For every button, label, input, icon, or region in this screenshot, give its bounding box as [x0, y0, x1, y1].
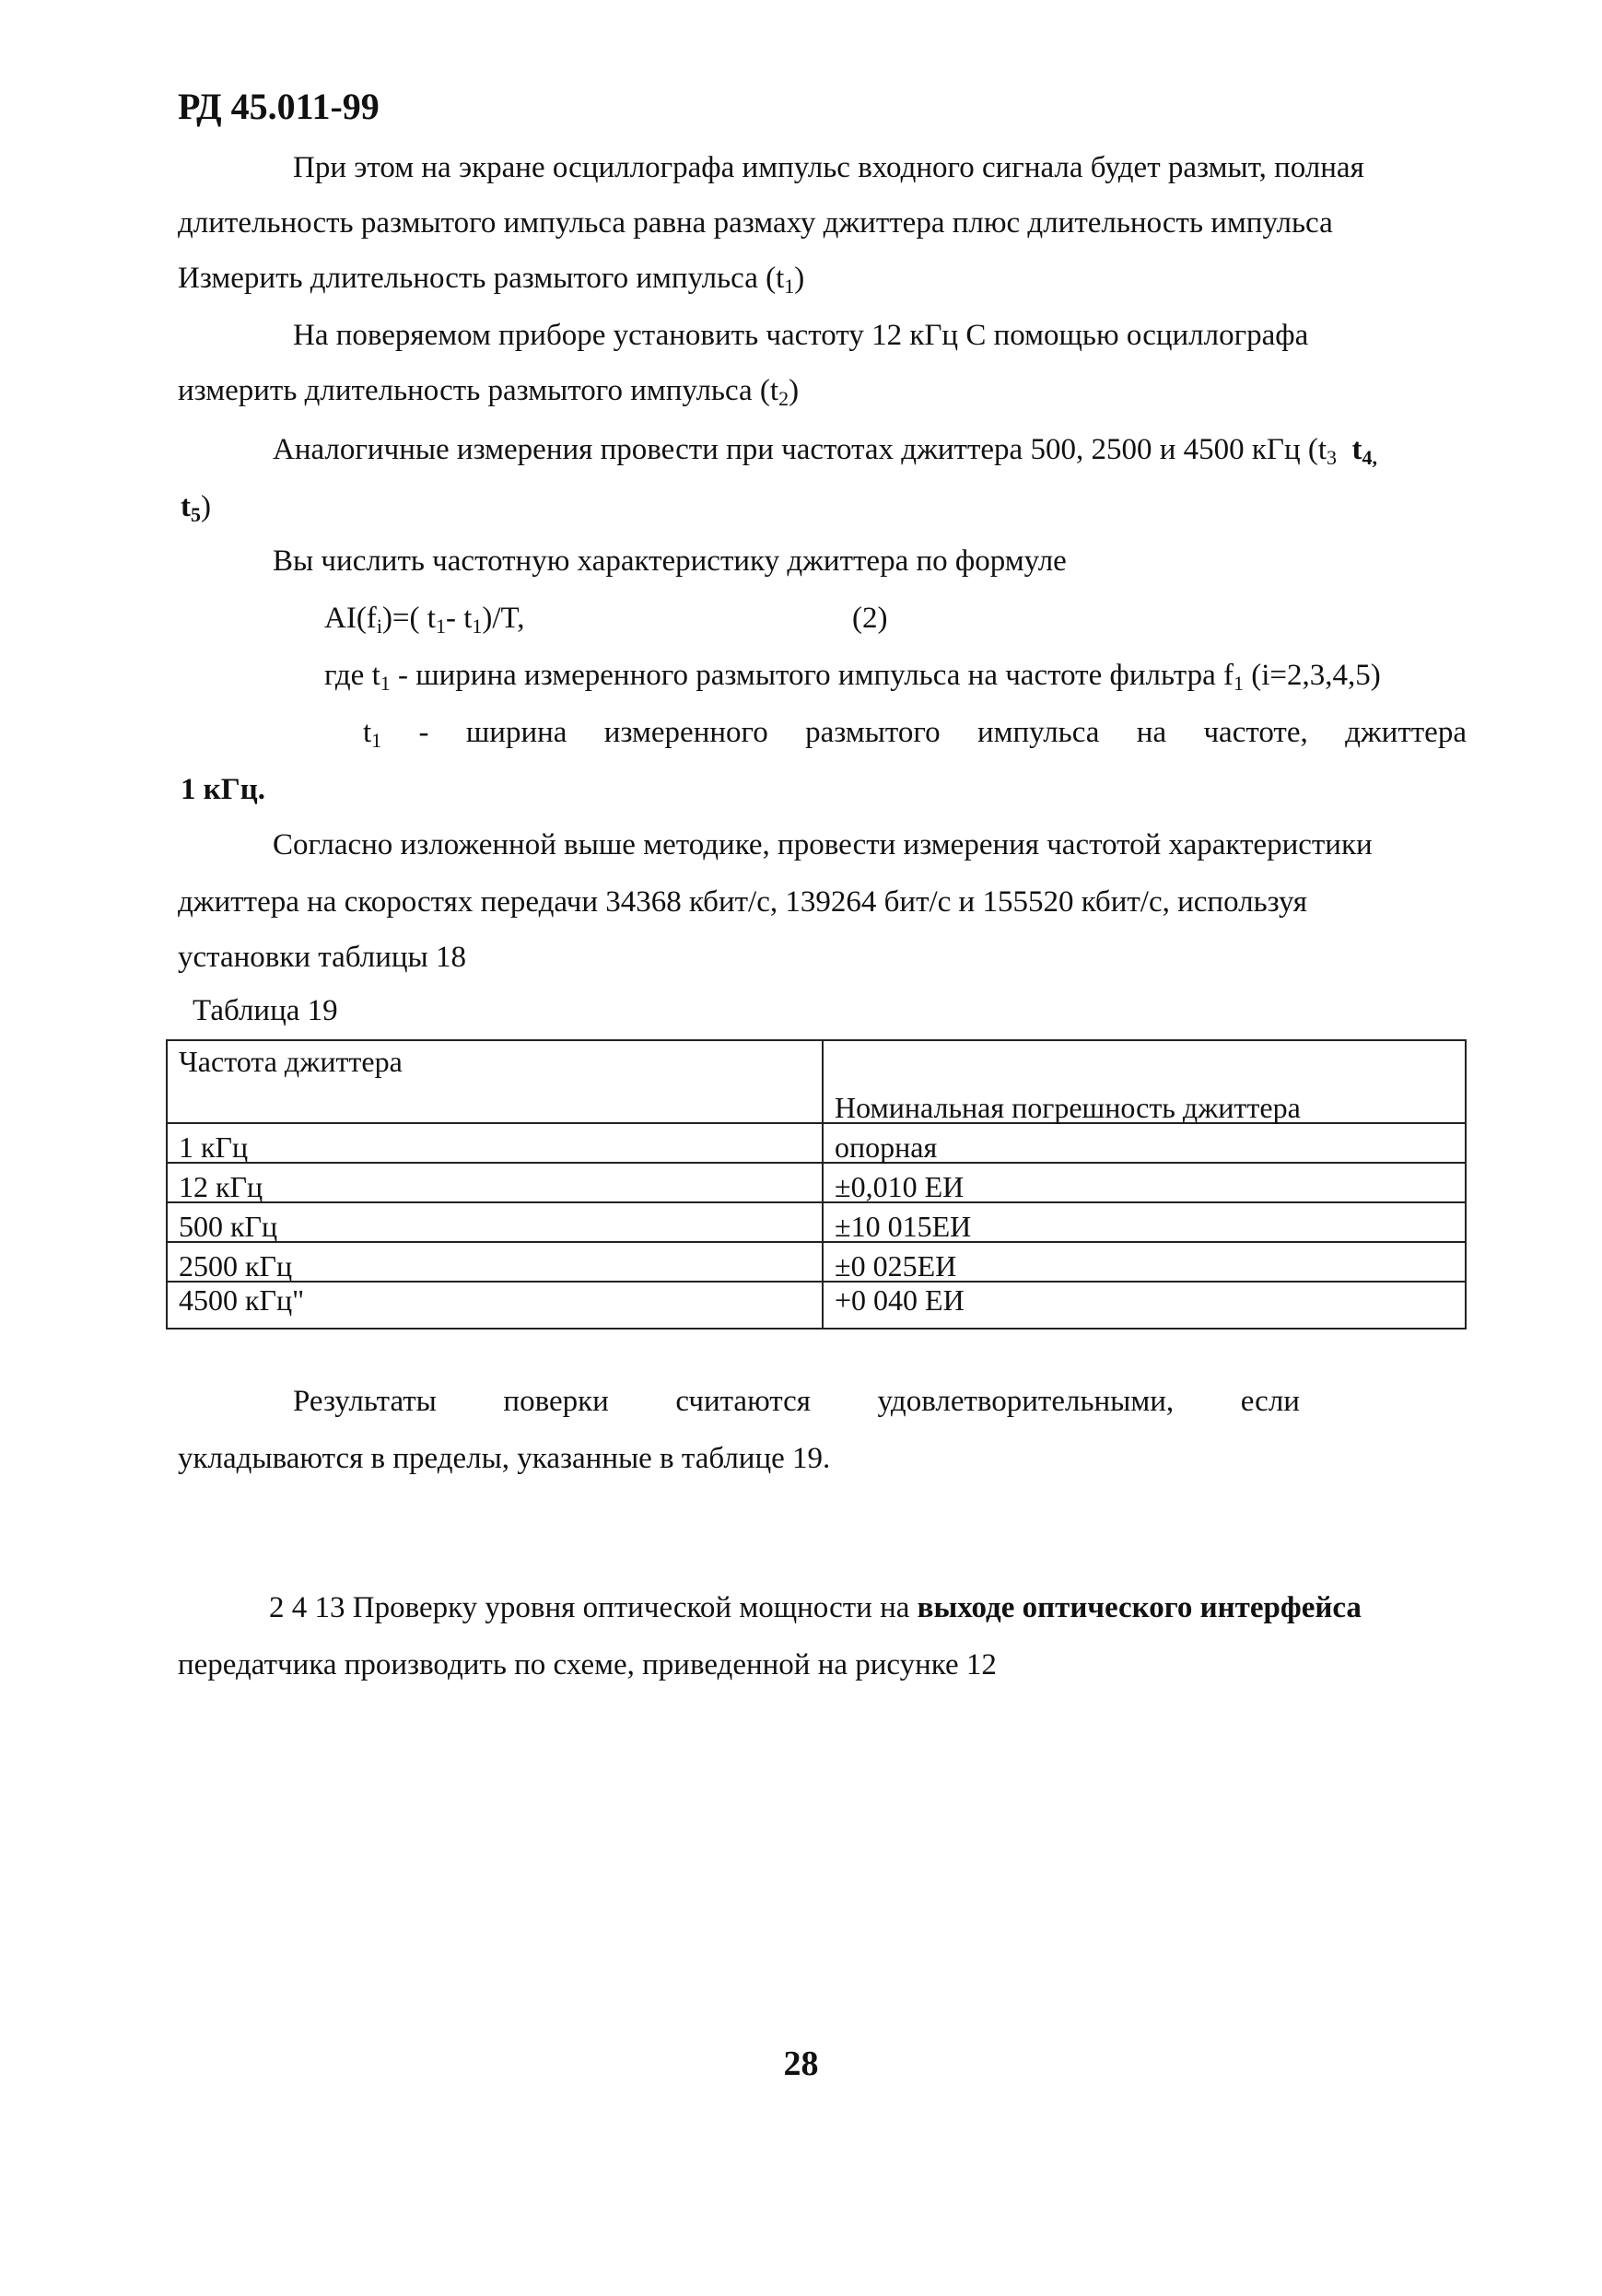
paragraph-line: передатчика производить по схеме, приведенной на рисунке 12 [178, 1648, 997, 1681]
table-cell-frequency: 2500 кГц [167, 1242, 823, 1282]
table-row [167, 1123, 1466, 1163]
jitter-table [166, 1039, 1467, 1330]
justified-line: Результаты поверки считаются удовлетворительными, если [293, 1385, 1300, 1418]
table-cell-error: ±10 015ЕИ [823, 1202, 1466, 1242]
paragraph-line: На поверяемом приборе установить частоту 12 кГц С помощью осциллографа [293, 319, 1309, 352]
table-row [167, 1163, 1466, 1202]
paragraph-line: Измерить длительность размытого импульса $(t_1)$ [178, 262, 805, 298]
table-cell-frequency: 4500 кГц" [167, 1282, 823, 1329]
document-id: РД 45.011-99 [178, 86, 380, 127]
paragraph-line: измерить длительность размытого импульса $(t_2)$ [178, 374, 800, 410]
paragraph-line: Согласно изложенной выше методике, провести измерения частотой характеристики [273, 828, 1373, 861]
paragraph-line: укладываются в пределы, указанные в таблице 19. [178, 1442, 831, 1475]
table-cell-error: опорная [823, 1123, 1466, 1163]
page-number: 28 [783, 2044, 819, 2083]
table-row [167, 1282, 1466, 1329]
paragraph-line: При этом на экране осциллографа импульс входного сигнала будет размыт, полная [293, 151, 1364, 184]
formula: $AI(f_i)=$( $t_1-$ $t_1)/T$, [324, 602, 525, 638]
table-header-row [167, 1040, 1466, 1123]
table-cell-frequency: 12 кГц [167, 1163, 823, 1202]
paragraph-line: джиттера на скоростях передачи 34368 кбит/с, 139264 бит/с и 155520 кбит/с, используя [178, 885, 1307, 919]
paragraph-line: Вы числить частотную характеристику джиттера по формуле [273, 545, 1067, 578]
table-cell-frequency: 500 кГц [167, 1202, 823, 1242]
table-cell-error: ±0 025ЕИ [823, 1242, 1466, 1282]
table-row [167, 1242, 1466, 1282]
table-cell-frequency: 1 кГц [167, 1123, 823, 1163]
paragraph-line: где $t_1$ - ширина измеренного размытого импульса на частоте фильтра $f_1$ (i=2,3,4,5) [324, 659, 1381, 695]
paragraph-line: $t_5$) [181, 490, 211, 526]
section-2-4-13: 2 4 13 Проверку уровня оптической мощности на выходе оптического интерфейса [269, 1591, 1362, 1624]
paragraph-line: 1 кГц. [181, 773, 266, 806]
paragraph-line: установки таблицы 18 [178, 941, 466, 974]
table-header-cell: Частота джиттера [167, 1040, 823, 1123]
table-row [167, 1202, 1466, 1242]
table-header-cell: Номинальная погрешность джиттера [823, 1040, 1466, 1123]
paragraph-line: длительность размытого импульса равна размаху джиттера плюс длительность импульса [178, 206, 1333, 240]
table-cell-error: +0 040 ЕИ [823, 1282, 1466, 1329]
table-caption: Таблица 19 [193, 994, 338, 1027]
formula-number: (2) [852, 602, 888, 635]
justified-line: $t_1$ - ширина измеренного размытого импульса на частоте, джиттера [363, 716, 1467, 752]
paragraph-line: Аналогичные измерения провести при частотах джиттера 500, 2500 и 4500 кГц ($t_3$ $t_{4,}$ [273, 433, 1378, 469]
table-cell-error: ±0,010 ЕИ [823, 1163, 1466, 1202]
